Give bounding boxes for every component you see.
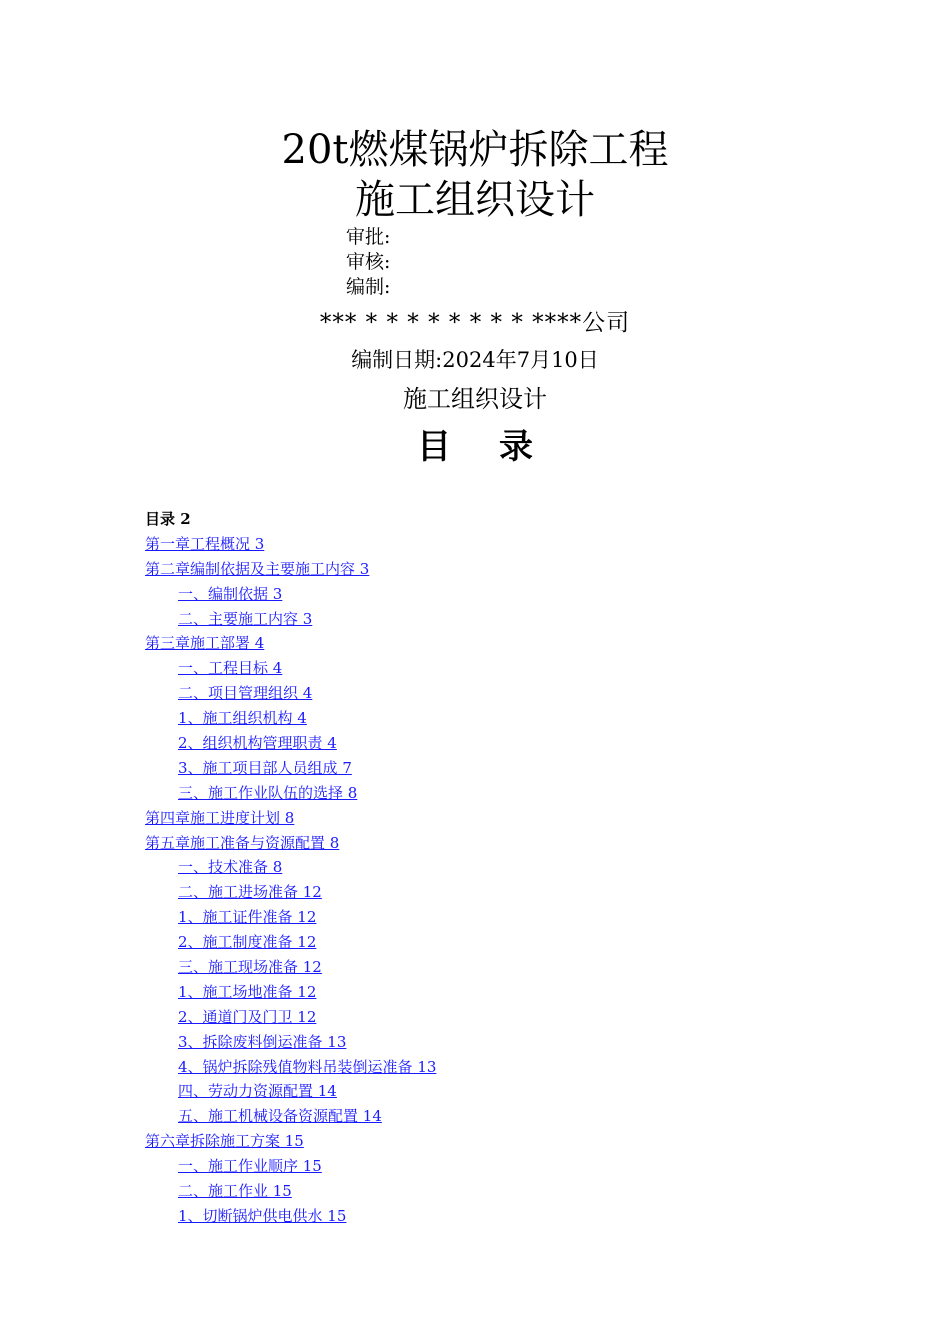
toc-link[interactable]: 2、施工制度准备 12 [178,933,317,952]
toc-link[interactable]: 1、施工组织机构 4 [178,709,307,728]
toc-item [145,656,845,681]
compile-date: 编制日期:2024年7月10日 [351,348,599,372]
toc-item [145,1204,845,1229]
toc-link[interactable]: 二、项目管理组织 4 [178,684,313,703]
toc-item [145,831,845,856]
toc-link[interactable]: 二、主要施工内容 3 [178,609,313,628]
toc-link[interactable]: 四、劳动力资源配置 14 [178,1082,337,1101]
approve-label: 审批: [346,226,391,248]
toc-item [145,1129,845,1154]
toc-link[interactable]: 第六章拆除施工方案 15 [145,1132,304,1151]
toc-link[interactable]: 二、施工作业 15 [178,1182,292,1201]
toc-link[interactable]: 1、施工证件准备 12 [178,908,317,927]
cover-title-line1: 20t燃煤锅炉拆除工程 [281,127,669,173]
toc-link[interactable]: 二、施工进场准备 12 [178,883,322,902]
review-label: 审核: [346,251,391,273]
doc-subtitle: 施工组织设计 [403,385,547,413]
toc-item [145,781,845,806]
toc-link[interactable]: 一、施工作业顺序 15 [178,1157,322,1176]
toc-link[interactable]: 第二章编制依据及主要施工内容 3 [145,559,370,578]
toc-item [145,706,845,731]
toc-link[interactable]: 3、施工项目部人员组成 7 [178,758,352,777]
compile-label: 编制: [346,276,391,298]
toc-link[interactable]: 五、施工机械设备资源配置 14 [178,1107,382,1126]
toc-item [145,955,845,980]
toc-link[interactable]: 4、锅炉拆除残值物料吊装倒运准备 13 [178,1057,437,1076]
toc-link[interactable]: 第四章施工进度计划 8 [145,808,295,827]
toc-item [145,582,845,607]
toc-link[interactable]: 三、施工作业队伍的选择 8 [178,783,358,802]
toc-list [145,532,845,1229]
toc-link[interactable]: 一、编制依据 3 [178,584,283,603]
toc-item [145,731,845,756]
toc-link[interactable]: 3、拆除废料倒运准备 13 [178,1032,347,1051]
toc-link[interactable]: 2、组织机构管理职责 4 [178,734,337,753]
toc-item [145,532,845,557]
toc-item [145,806,845,831]
toc-title: 目录 [417,427,581,467]
toc-link[interactable]: 1、施工场地准备 12 [178,982,317,1001]
toc-link[interactable]: 第五章施工准备与资源配置 8 [145,833,340,852]
toc-link[interactable]: 2、通道门及门卫 12 [178,1007,317,1026]
toc-item [145,557,845,582]
toc-item [145,681,845,706]
toc-item [145,980,845,1005]
toc-item [145,1030,845,1055]
table-of-contents [145,507,845,1229]
toc-link[interactable]: 1、切断锅炉供电供水 15 [178,1206,347,1225]
toc-item [145,1055,845,1080]
toc-item [145,1079,845,1104]
toc-header: 目录 2 [145,510,191,528]
toc-link[interactable]: 第一章工程概况 3 [145,534,265,553]
toc-item [145,1005,845,1030]
toc-item [145,631,845,656]
toc-link[interactable]: 一、工程目标 4 [178,659,283,678]
toc-item [145,1104,845,1129]
toc-item [145,1154,845,1179]
company-name: *** * * * * * * * * ****公司 [319,310,631,336]
toc-item [145,905,845,930]
toc-item [145,880,845,905]
toc-item [145,1179,845,1204]
cover-title-line2: 施工组织设计 [355,177,595,223]
toc-item [145,756,845,781]
toc-link[interactable]: 三、施工现场准备 12 [178,958,322,977]
toc-item [145,930,845,955]
toc-item [145,607,845,632]
toc-link[interactable]: 第三章施工部署 4 [145,634,265,653]
toc-item [145,855,845,880]
toc-link[interactable]: 一、技术准备 8 [178,858,283,877]
